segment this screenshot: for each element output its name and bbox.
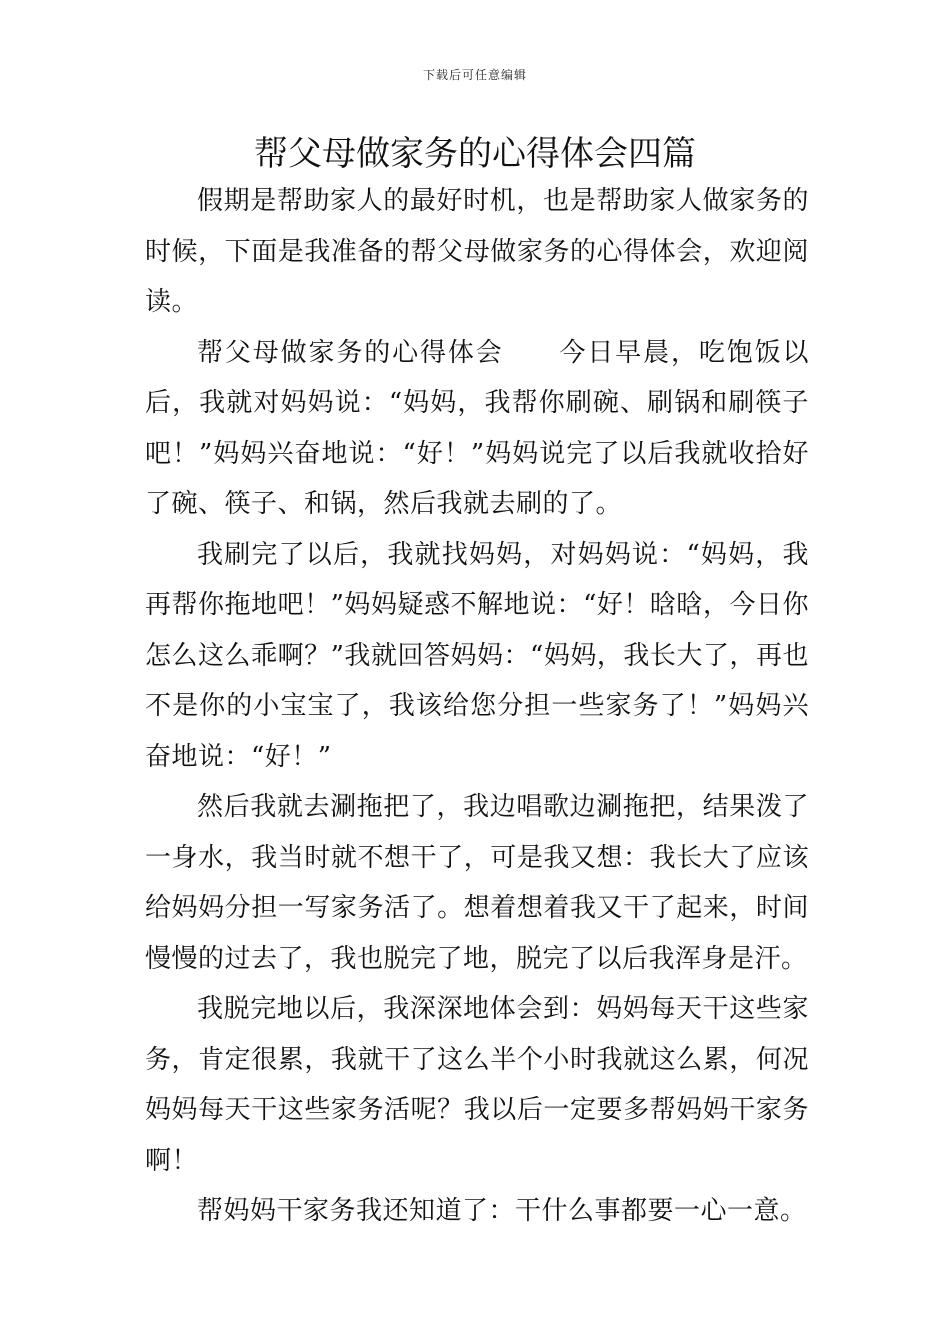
paragraph: 假期是帮助家人的最好时机，也是帮助家人做家务的时候，下面是我准备的帮父母做家务的心得体会，欢迎阅读。 xyxy=(145,186,809,317)
paragraph: 我脱完地以后，我深深地体会到：妈妈每天干这些家务，肯定很累，我就干了这么半个小时我就这么累，何况妈妈每天干这些家务活呢？我以后一定要多帮妈妈干家务啊！ xyxy=(145,994,809,1176)
paragraph: 帮父母做家务的心得体会 今日早晨，吃饱饭以后，我就对妈妈说：“妈妈，我帮你刷碗、刷锅和刷筷子吧！”妈妈兴奋地说：“好！”妈妈说完了以后我就收拾好了碗、筷子、和锅，然后我就去刷的了。 xyxy=(145,337,809,519)
document-title: 帮父母做家务的心得体会四篇 xyxy=(254,134,696,174)
document-body xyxy=(145,176,809,1237)
paragraph: 我刷完了以后，我就找妈妈，对妈妈说：“妈妈，我再帮你拖地吧！”妈妈疑惑不解地说：“好！晗晗，今日你怎么这么乖啊？”我就回答妈妈：“妈妈，我长大了，再也不是你的小宝宝了，我该给您分担一些家务了！”妈妈兴奋地说：“好！” xyxy=(145,539,809,772)
header-note: 下载后可任意编辑 xyxy=(422,68,527,82)
paragraph: 然后我就去涮拖把了，我边唱歌边涮拖把，结果泼了一身水，我当时就不想干了，可是我又想：我长大了应该给妈妈分担一写家务活了。想着想着我又干了起来，时间慢慢的过去了，我也脱完了地，脱完了以后我浑身是汗。 xyxy=(145,792,809,974)
paragraph: 帮妈妈干家务我还知道了：干什么事都要一心一意。 xyxy=(197,1196,807,1226)
